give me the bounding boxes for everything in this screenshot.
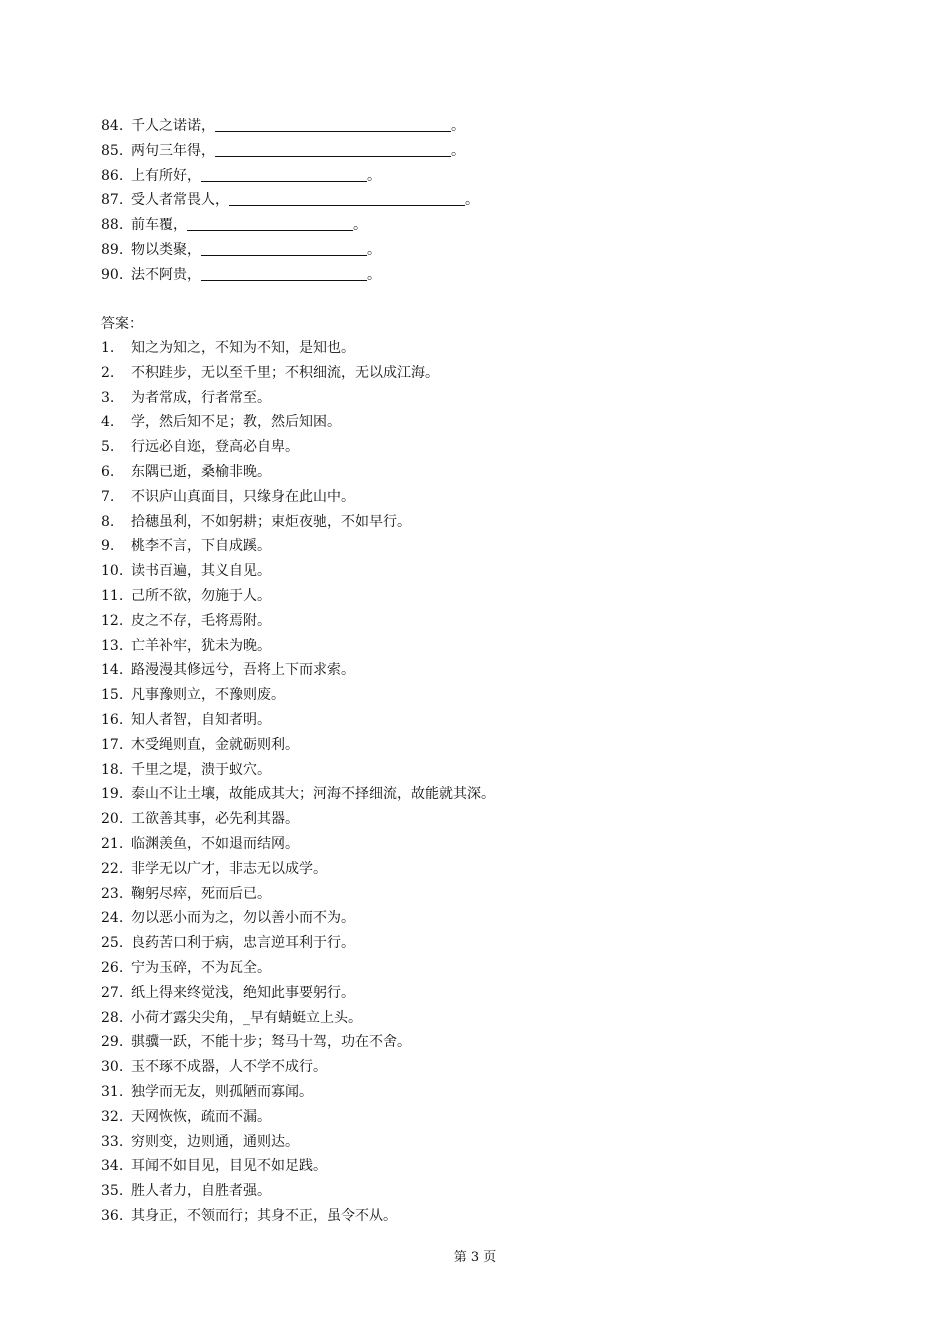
- answer-blank: [201, 241, 367, 256]
- answer-number: 24.: [101, 910, 124, 927]
- answer-item: [101, 534, 861, 559]
- question-text: 物以类聚，: [131, 241, 201, 258]
- answer-item: [101, 1154, 861, 1179]
- answer-item: [101, 832, 861, 857]
- answer-number: 32.: [101, 1108, 124, 1125]
- question-number: 90.: [101, 266, 124, 283]
- question-item: [101, 114, 801, 139]
- answer-item: [101, 1080, 861, 1105]
- answer-text: 东隅已逝，桑榆非晚。: [131, 463, 271, 480]
- answer-blank: [201, 266, 367, 281]
- question-number: 88.: [101, 217, 124, 234]
- answer-number: 15.: [101, 687, 124, 704]
- answer-item: [101, 386, 861, 411]
- answer-item: [101, 361, 861, 386]
- question-text: 法不阿贵，: [131, 266, 201, 283]
- answer-number: 28.: [101, 1009, 124, 1026]
- answer-text: 临渊羡鱼，不如退而结网。: [131, 835, 299, 852]
- answer-text: 小荷才露尖尖角，_早有蜻蜓立上头。: [131, 1009, 362, 1026]
- question-item: [101, 139, 801, 164]
- answer-number: 29.: [101, 1034, 124, 1051]
- answer-text: 路漫漫其修远兮，吾将上下而求索。: [131, 662, 355, 679]
- question-end-punctuation: 。: [367, 241, 381, 258]
- answer-number: 33.: [101, 1133, 124, 1150]
- answer-item: [101, 1105, 861, 1130]
- answer-item: [101, 782, 861, 807]
- answer-number: 7.: [101, 488, 115, 505]
- answer-item: [101, 634, 861, 659]
- answer-item: [101, 683, 861, 708]
- answer-number: 14.: [101, 662, 124, 679]
- answer-text: 玉不琢不成器，人不学不成行。: [131, 1059, 327, 1076]
- answer-text: 纸上得来终觉浅，绝知此事要躬行。: [131, 984, 355, 1001]
- answer-text: 读书百遍，其义自见。: [131, 563, 271, 580]
- answer-item: [101, 584, 861, 609]
- question-text: 前车覆，: [131, 217, 187, 234]
- answer-text: 勿以恶小而为之，勿以善小而不为。: [131, 910, 355, 927]
- answer-item: [101, 336, 861, 361]
- answer-text: 鞠躬尽瘁，死而后已。: [131, 885, 271, 902]
- answer-number: 16.: [101, 711, 124, 728]
- question-number: 85.: [101, 142, 124, 159]
- answer-item: [101, 1130, 861, 1155]
- answer-item: [101, 609, 861, 634]
- question-end-punctuation: 。: [367, 266, 381, 283]
- answer-text: 学，然后知不足；教，然后知困。: [131, 414, 341, 431]
- answer-item: [101, 1204, 861, 1229]
- answers-heading: 答案：: [101, 316, 143, 332]
- answer-text: 亡羊补牢，犹未为晚。: [131, 637, 271, 654]
- question-end-punctuation: 。: [367, 167, 381, 184]
- question-list: [101, 114, 801, 288]
- answer-item: [101, 1179, 861, 1204]
- answer-text: 天网恢恢，疏而不漏。: [131, 1108, 271, 1125]
- question-item: [101, 263, 801, 288]
- answer-text: 独学而无友，则孤陋而寡闻。: [131, 1083, 313, 1100]
- answer-item: [101, 981, 861, 1006]
- answer-number: 13.: [101, 637, 124, 654]
- answer-number: 1.: [101, 340, 115, 356]
- question-text: 千人之诺诺，: [131, 118, 215, 134]
- answer-number: 36.: [101, 1207, 124, 1224]
- answer-number: 35.: [101, 1183, 124, 1200]
- answer-text: 木受绳则直，金就砺则利。: [131, 736, 299, 753]
- answer-text: 胜人者力，自胜者强。: [131, 1183, 271, 1200]
- answer-item: [101, 485, 861, 510]
- question-number: 89.: [101, 241, 124, 258]
- answer-list: [101, 336, 861, 1229]
- answer-text: 良药苦口利于病，忠言逆耳利于行。: [131, 935, 355, 952]
- answer-text: 为者常成，行者常至。: [131, 389, 271, 406]
- answer-item: [101, 410, 861, 435]
- answer-number: 30.: [101, 1059, 124, 1076]
- answer-number: 8.: [101, 513, 115, 530]
- answer-blank: [229, 191, 465, 206]
- answer-number: 20.: [101, 811, 124, 828]
- answer-item: [101, 857, 861, 882]
- answer-item: [101, 758, 861, 783]
- answer-text: 非学无以广才，非志无以成学。: [131, 860, 327, 877]
- answer-text: 知之为知之，不知为不知，是知也。: [131, 340, 355, 356]
- answer-item: [101, 559, 861, 584]
- answer-text: 工欲善其事，必先利其器。: [131, 811, 299, 828]
- answer-item: [101, 510, 861, 535]
- answer-number: 17.: [101, 736, 124, 753]
- question-end-punctuation: 。: [451, 142, 465, 159]
- answer-number: 21.: [101, 835, 124, 852]
- answer-text: 桃李不言，下自成蹊。: [131, 538, 271, 555]
- answer-text: 穷则变，边则通，通则达。: [131, 1133, 299, 1150]
- answer-number: 23.: [101, 885, 124, 902]
- answer-text: 凡事豫则立，不豫则废。: [131, 687, 285, 704]
- answer-number: 34.: [101, 1158, 124, 1175]
- answer-item: [101, 931, 861, 956]
- answer-item: [101, 807, 861, 832]
- answer-item: [101, 708, 861, 733]
- question-item: [101, 164, 801, 189]
- answer-item: [101, 1030, 861, 1055]
- question-item: [101, 188, 801, 213]
- answer-number: 2.: [101, 364, 115, 381]
- answer-text: 行远必自迩，登高必自卑。: [131, 439, 299, 456]
- answer-number: 26.: [101, 959, 124, 976]
- answer-item: [101, 460, 861, 485]
- answer-text: 泰山不让土壤，故能成其大；河海不择细流，故能就其深。: [131, 786, 495, 803]
- answer-item: [101, 1006, 861, 1031]
- answer-number: 5.: [101, 439, 115, 456]
- answer-item: [101, 658, 861, 683]
- answer-item: [101, 882, 861, 907]
- question-end-punctuation: 。: [465, 192, 479, 209]
- question-number: 84.: [101, 118, 124, 134]
- answer-text: 耳闻不如目见，目见不如足践。: [131, 1158, 327, 1175]
- answer-number: 19.: [101, 786, 124, 803]
- question-text: 两句三年得，: [131, 142, 215, 159]
- answer-blank: [201, 167, 367, 182]
- answer-number: 18.: [101, 761, 124, 778]
- answer-number: 4.: [101, 414, 115, 431]
- question-end-punctuation: 。: [353, 217, 367, 234]
- answer-text: 知人者智，自知者明。: [131, 711, 271, 728]
- answer-text: 宁为玉碎，不为瓦全。: [131, 959, 271, 976]
- answer-text: 其身正，不领而行；其身不正，虽令不从。: [131, 1207, 397, 1224]
- answer-number: 9.: [101, 538, 115, 555]
- answer-number: 31.: [101, 1083, 124, 1100]
- question-text: 上有所好，: [131, 167, 201, 184]
- answer-blank: [187, 216, 353, 231]
- answer-text: 骐骥一跃，不能十步；驽马十驾，功在不舍。: [131, 1034, 411, 1051]
- answer-number: 3.: [101, 389, 115, 406]
- answer-number: 6.: [101, 463, 115, 480]
- answer-number: 10.: [101, 563, 124, 580]
- page-footer: 第 3 页: [453, 1250, 497, 1265]
- answer-text: 不识庐山真面目，只缘身在此山中。: [131, 488, 355, 505]
- answer-text: 皮之不存，毛将焉附。: [131, 612, 271, 629]
- answer-number: 25.: [101, 935, 124, 952]
- question-number: 86.: [101, 167, 124, 184]
- answer-number: 11.: [101, 587, 124, 604]
- answer-item: [101, 956, 861, 981]
- answer-number: 27.: [101, 984, 124, 1001]
- question-number: 87.: [101, 192, 124, 209]
- answer-number: 22.: [101, 860, 124, 877]
- question-text: 受人者常畏人，: [131, 192, 229, 209]
- answer-number: 12.: [101, 612, 124, 629]
- question-item: [101, 238, 801, 263]
- answer-item: [101, 435, 861, 460]
- answer-item: [101, 733, 861, 758]
- answer-item: [101, 1055, 861, 1080]
- question-end-punctuation: 。: [451, 118, 465, 134]
- answer-text: 己所不欲，勿施于人。: [131, 587, 271, 604]
- answer-text: 不积跬步，无以至千里；不积细流，无以成江海。: [131, 364, 439, 381]
- answer-text: 拾穗虽利，不如躬耕；束炬夜驰，不如早行。: [131, 513, 411, 530]
- answer-text: 千里之堤，溃于蚁穴。: [131, 761, 271, 778]
- question-item: [101, 213, 801, 238]
- answer-blank: [215, 142, 451, 157]
- answer-blank: [215, 117, 451, 132]
- answer-item: [101, 906, 861, 931]
